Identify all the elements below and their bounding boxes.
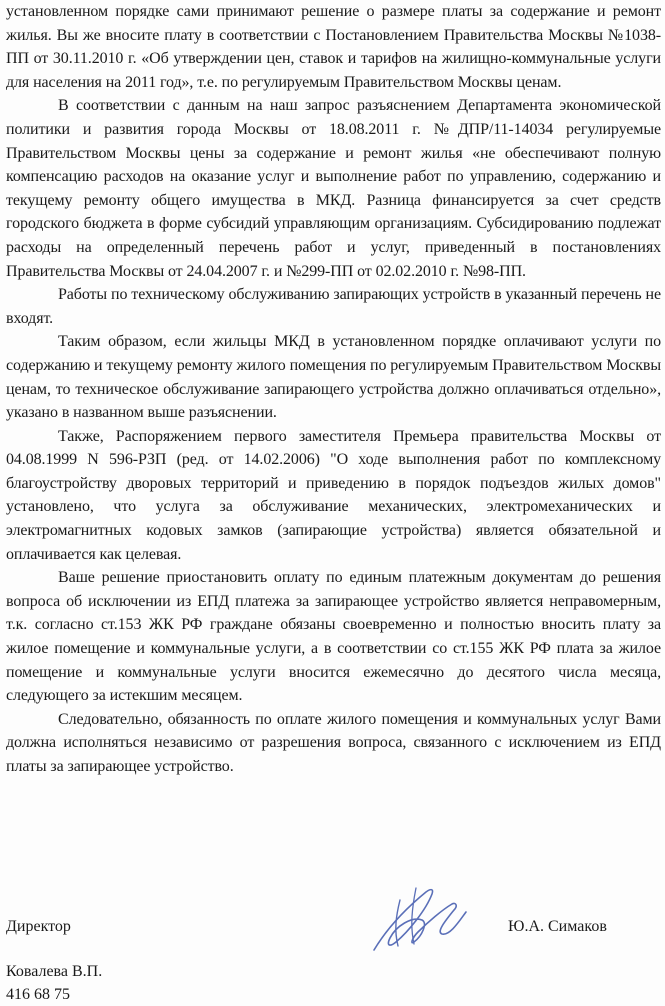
paragraph-7: Следовательно, обязанность по оплате жилого помещения и коммунальных услуг Вами должна исполняться независимо от разрешения вопроса, связанного с исключением из ЕПД платы за запирающее устройство.: [6, 710, 661, 775]
executor-info: [6, 960, 102, 1006]
signatory-title: Директор: [6, 918, 71, 935]
handwritten-signature: [356, 880, 476, 960]
paragraph-2: В соответствии с данным на наш запрос разъяснением Департамента экономической политики и развития города Москвы от 18.08.2011 г. №ДПР/11-14034 регулируемые Правительством Москвы цены за содержание и ремонт жилья «не обеспечивают полную компенсацию расходов на оказание услуг и выполнение работ по управлению, содержанию и текущему ремонту общего имущества в МКД. Разница финансируется за счет средств городского бюджета в форме субсидий управляющим организациям. Субсидированию подлежат расходы на определенный перечень работ и услуг, приведенный в постановлениях Правительства Москвы от 24.04.2007 г. и №299-ПП от 02.02.2010 г. №98-ПП.: [6, 97, 661, 280]
paragraph-4: Таким образом, если жильцы МКД в установленном порядке оплачивают услуги по содержанию и текущему ремонту жилого помещения по регулируемым Правительством Москвы ценам, то техническое обслуживание запирающего устройства должно оплачиваться отдельно», указано в названном выше разъяснении.: [6, 333, 661, 422]
signature-block: [6, 914, 661, 964]
executor-name: Ковалева В.П.: [6, 963, 103, 980]
paragraph-1: установленном порядке сами принимают решение о размере платы за содержание и ремонт жилья. Вы же вносите плату в соответствии с Постановлением Правительства Москвы №1038-ПП от 30.11.2010 г. «Об утверждении цен, ставок и тарифов на жилищно-коммунальные услуги для населения на 2011 год», т.е. по регулируемым Правительством Москвы ценам.: [6, 3, 661, 91]
executor-phone: 416 68 75: [6, 986, 70, 1003]
paragraph-3: Работы по техническому обслуживанию запирающих устройств в указанный перечень не входят.: [6, 286, 661, 327]
paragraph-5: Также, Распоряжением первого заместителя Премьера правительства Москвы от 04.08.1999 N 596-РЗП (ред. от 14.02.2006) "О ходе выполнения работ по комплексному благоустройству дворовых территорий и приведению в порядок подъездов жилых домов" установлено, что услуга за обслуживание механических, электромеханических и электромагнитных кодовых замков (запирающие устройства) является обязательной и оплачивается как целевая.: [6, 427, 661, 563]
signatory-name: Ю.А. Симаков: [508, 918, 607, 935]
paragraph-6: Ваше решение приостановить оплату по единым платежным документам до решения вопроса об исключении из ЕПД платежа за запирающее устройство является неправомерным, т.к. согласно ст.153 ЖК РФ граждане обязаны своевременно и полностью вносить плату за жилое помещение и коммунальные услуги, а в соответствии со ст.155 ЖК РФ плата за жилое помещение и коммунальные услуги вносится ежемесячно до десятого числа месяца, следующего за истекшим месяцем.: [6, 569, 661, 705]
letter-body: [6, 0, 661, 779]
